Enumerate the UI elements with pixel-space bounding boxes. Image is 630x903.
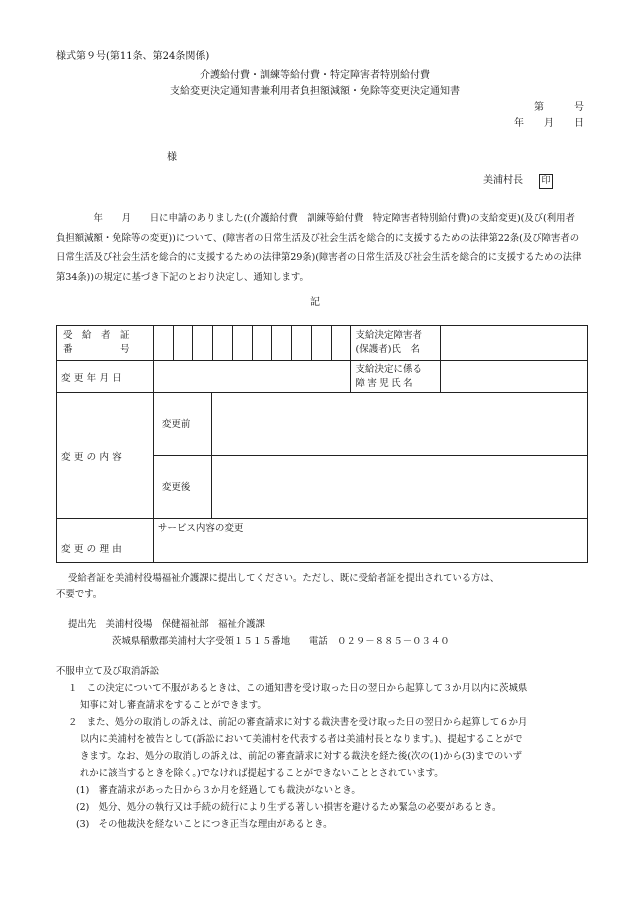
digit-box (193, 326, 213, 360)
digit-box (174, 326, 194, 360)
submission-address-row (112, 633, 450, 650)
title-line-2: 支給変更決定通知書兼利用者負担額減額・免除等変更決定通知書 (170, 86, 460, 97)
cert-number-boxes (153, 326, 351, 361)
appeal-sub-item-3: (3) その他裁決を経ないことにつき正当な理由があるとき。 (76, 819, 333, 830)
after-value (211, 456, 587, 519)
reason-value: サービス内容の変更 (153, 519, 587, 563)
change-date-label: 変更年月日 (57, 361, 154, 393)
table-row (57, 519, 588, 563)
table-row (57, 326, 588, 361)
cert-number-label-2: 番 号 (63, 344, 130, 355)
change-date-value (153, 361, 351, 393)
phone-label: 電話 (308, 636, 328, 647)
appeal-item2-line3: きます。なお、処分の取消しの訴えは、前記の審査請求に対する裁決を経た後(次の(1)から(3)までのいず (80, 751, 522, 762)
document-number: 第 号 (534, 102, 584, 113)
digit-box (312, 326, 332, 360)
change-content-label: 変更の内容 (57, 393, 154, 519)
appeal-item2-line1: ２ また、処分の取消しの訴えは、前記の審査請求に対する裁決書を受け取った日の翌日から起算して６か月 (68, 717, 528, 728)
appeal-item2-line2: 以内に美浦村を被告として(訴訟において美浦村を代表する者は美浦村長となります。)、提起することがで (80, 734, 523, 745)
seal-box: 印 (539, 174, 553, 189)
appeal-heading: 不服申立て及び取消訴訟 (56, 666, 160, 677)
submission-address: 茨城県稲敷郡美浦村大字受領１５１５番地 (112, 636, 291, 647)
digit-box (292, 326, 312, 360)
notice-line-2: 不要です。 (56, 589, 103, 600)
child-name-value (441, 361, 588, 393)
reason-label: 変更の理由 (57, 519, 154, 563)
applicant-label-2: (保護者)氏 名 (355, 344, 420, 355)
submission-office-row (68, 616, 265, 633)
applicant-name-label (351, 326, 441, 361)
title-line-1: 介護給付費・訓練等給付費・特定障害者特別給付費 (200, 70, 430, 81)
issue-date: 年 月 日 (514, 118, 584, 129)
submission-label: 提出先 (68, 619, 97, 630)
change-details-table (56, 325, 588, 563)
appeal-item2-line4: れかに該当するときを除く。)でなければ提起することができないこととされています。 (80, 768, 444, 779)
before-label: 変更前 (153, 393, 211, 456)
child-name-label (351, 361, 441, 393)
phone-number: ０２９－８８５－０３４０ (337, 636, 450, 647)
applicant-name-value (441, 326, 588, 361)
issuer-block (483, 174, 553, 189)
applicant-label-1: 支給決定障害者 (355, 330, 422, 341)
addressee-suffix: 様 (167, 152, 177, 163)
form-number: 様式第９号(第11条、第24条関係) (56, 51, 210, 62)
notice-line-1: 受給者証を美浦村役場福祉介護課に提出してください。ただし、既に受給者証を提出されている方は、 (68, 573, 500, 584)
appeal-item1-line1: １ この決定について不服があるときは、この通知書を受け取った日の翌日から起算して３か月以内に茨城県 (68, 683, 528, 694)
after-label: 変更後 (153, 456, 211, 519)
digit-box (154, 326, 174, 360)
submission-office: 美浦村役場 保健福祉部 福祉介護課 (105, 619, 265, 630)
before-value (211, 393, 587, 456)
digit-box (332, 326, 351, 360)
ki-heading: 記 (310, 297, 320, 308)
appeal-item1-line2: 知事に対し審査請求をすることができます。 (80, 700, 267, 711)
digit-box (213, 326, 233, 360)
table-row (57, 361, 588, 393)
child-label-2: 障害児氏名 (355, 377, 415, 389)
notification-paragraph: 年 月 日に申請のありました((介護給付費 訓練等給付費 特定障害者特別給付費)の支給変更)(及び(利用者負担額減額・免除等の変更))について、(障害者の日常生活及び社会生活を総合的に支援するための法律第22条(及び障害者の日常生活及び社会生活を総合的に支援するための法律第29条)(障害者の日常生活及び社会生活を総合的に支援するための法律第34条))の規定に基づき下記のとおり決定し、通知します。 (56, 213, 582, 283)
child-label-1: 支給決定に係る (355, 363, 422, 375)
digit-box (272, 326, 292, 360)
appeal-sub-item-2: (2) 処分、処分の執行又は手続の続行により生ずる著しい損害を避けるため緊急の必要があるとき。 (76, 802, 502, 813)
table-row (57, 393, 588, 456)
cert-number-label-1: 受 給 者 証 (63, 330, 130, 341)
cert-number-label (57, 326, 154, 361)
appeal-sub-item-1: (1) 審査請求があった日から３か月を経過しても裁決がないとき。 (76, 785, 361, 796)
digit-box (233, 326, 253, 360)
digit-box (253, 326, 273, 360)
issuer-name: 美浦村長 (483, 175, 523, 186)
